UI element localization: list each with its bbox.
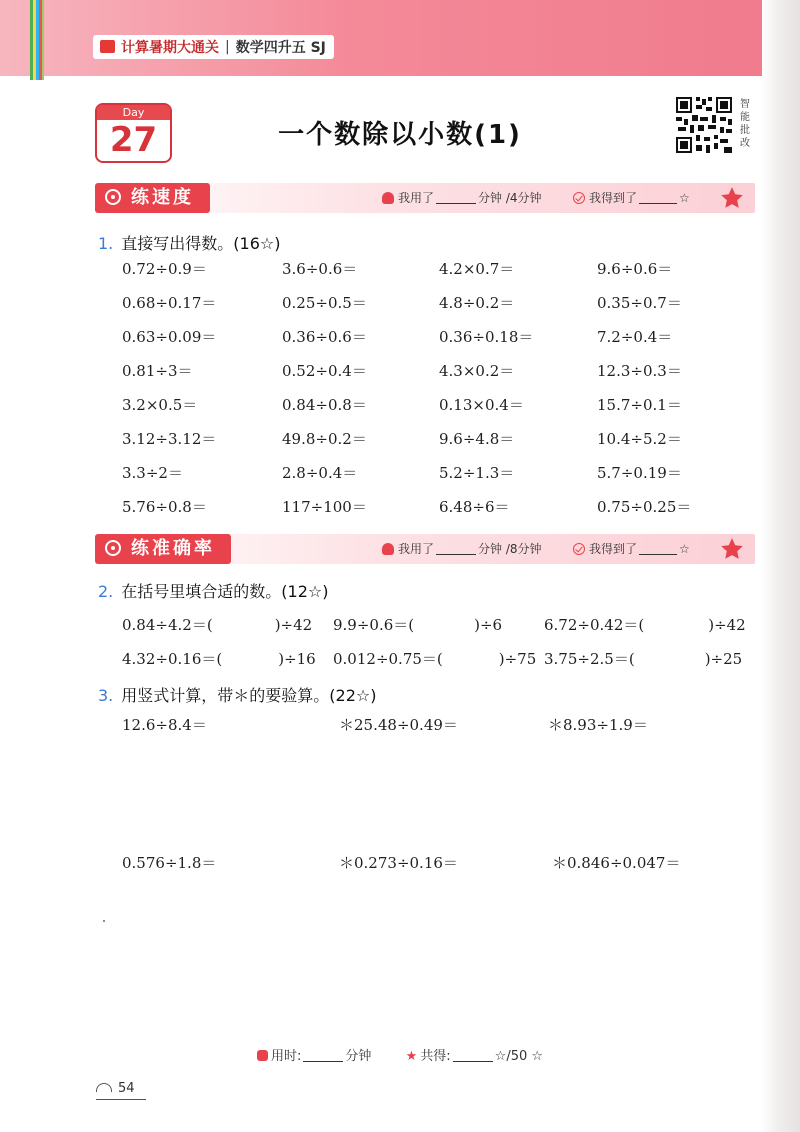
footer-time-blank[interactable] bbox=[303, 1050, 343, 1062]
time-used-unit: 分钟 /8分钟 bbox=[478, 542, 542, 556]
fill-left: 0.84÷4.2＝( bbox=[122, 616, 213, 634]
oral-calc-item[interactable]: 49.8÷0.2＝ bbox=[282, 430, 367, 448]
section-speed-title: 练速度 bbox=[131, 187, 194, 208]
vertical-calc-item[interactable]: ＊0.846÷0.047＝ bbox=[552, 854, 681, 872]
page-number bbox=[96, 1081, 135, 1096]
footer-total-label: 共得: bbox=[420, 1049, 451, 1064]
oral-calc-item[interactable]: 6.48÷6＝ bbox=[439, 498, 510, 516]
footer-time-unit: 分钟 bbox=[345, 1049, 372, 1064]
stars-got-unit: ☆ bbox=[679, 191, 690, 205]
page-fold-shadow bbox=[762, 0, 800, 1132]
fill-left: 3.75÷2.5＝( bbox=[544, 650, 635, 668]
time-used-unit: 分钟 /4分钟 bbox=[478, 191, 542, 205]
fill-blank-item[interactable] bbox=[122, 648, 316, 669]
vertical-calc-item[interactable]: ＊8.93÷1.9＝ bbox=[548, 716, 648, 734]
time-used-label: 我用了 bbox=[398, 191, 435, 205]
oral-calc-item[interactable]: 4.3×0.2＝ bbox=[439, 362, 515, 380]
header-separator: | bbox=[225, 39, 230, 55]
oral-calc-item[interactable]: 0.36÷0.6＝ bbox=[282, 328, 367, 346]
oral-calc-item[interactable]: 0.72÷0.9＝ bbox=[122, 260, 207, 278]
footer-time-label: 用时: bbox=[270, 1049, 302, 1064]
oral-calc-item[interactable]: 0.13×0.4＝ bbox=[439, 396, 524, 414]
qr-caption-char: 批 bbox=[740, 125, 750, 136]
fill-right: )÷16 bbox=[278, 650, 316, 668]
question-number: 2. bbox=[98, 582, 114, 601]
check-icon bbox=[573, 192, 585, 204]
question-2-heading bbox=[98, 579, 328, 602]
fill-blank-item[interactable] bbox=[333, 648, 536, 669]
fill-left: 4.32÷0.16＝( bbox=[122, 650, 223, 668]
oral-calc-item[interactable]: 0.84÷0.8＝ bbox=[282, 396, 367, 414]
time-used-meta bbox=[382, 534, 542, 564]
footer-total-blank[interactable] bbox=[453, 1050, 493, 1062]
question-text: 用竖式计算，带＊的要验算。(22☆) bbox=[121, 686, 377, 705]
stars-got-unit: ☆ bbox=[679, 542, 690, 556]
oral-calc-item[interactable]: 5.2÷1.3＝ bbox=[439, 464, 515, 482]
page-footer bbox=[0, 1045, 800, 1064]
section-speed-bar bbox=[95, 183, 755, 213]
oral-calc-item[interactable]: 0.68÷0.17＝ bbox=[122, 294, 217, 312]
time-used-label: 我用了 bbox=[398, 542, 435, 556]
oral-calc-item[interactable]: 4.2×0.7＝ bbox=[439, 260, 515, 278]
oral-calc-item[interactable]: 117÷100＝ bbox=[282, 498, 367, 516]
oral-calc-item[interactable]: 5.7÷0.19＝ bbox=[597, 464, 682, 482]
oral-calc-item[interactable]: 0.25÷0.5＝ bbox=[282, 294, 367, 312]
vertical-calc-item[interactable]: 0.576÷1.8＝ bbox=[122, 854, 217, 872]
oral-calc-item[interactable]: 9.6÷4.8＝ bbox=[439, 430, 515, 448]
sun-icon bbox=[96, 1083, 112, 1092]
clock-icon bbox=[257, 1050, 268, 1061]
oral-calc-item[interactable]: 0.35÷0.7＝ bbox=[597, 294, 682, 312]
qr-caption-char: 能 bbox=[740, 112, 750, 123]
stars-got-meta bbox=[573, 534, 690, 564]
vertical-calc-item[interactable]: ＊0.273÷0.16＝ bbox=[339, 854, 458, 872]
fill-right: )÷42 bbox=[274, 616, 313, 634]
oral-calc-item[interactable]: 0.81÷3＝ bbox=[122, 362, 193, 380]
stars-got-meta bbox=[573, 183, 690, 213]
vertical-calc-item[interactable]: ＊25.48÷0.49＝ bbox=[339, 716, 458, 734]
fill-left: 9.9÷0.6＝( bbox=[333, 616, 415, 634]
fill-right: )÷75 bbox=[498, 650, 537, 668]
oral-calc-item[interactable]: 7.2÷0.4＝ bbox=[597, 328, 673, 346]
hand-icon bbox=[382, 192, 394, 204]
stars-got-label: 我得到了 bbox=[589, 542, 638, 556]
oral-calc-item[interactable]: 5.76÷0.8＝ bbox=[122, 498, 207, 516]
target-icon bbox=[105, 540, 121, 556]
book-icon bbox=[100, 40, 115, 53]
star-icon: ★ bbox=[405, 1049, 418, 1064]
qr-code-icon[interactable] bbox=[676, 97, 732, 153]
oral-calc-item[interactable]: 0.75÷0.25＝ bbox=[597, 498, 692, 516]
qr-caption-char: 改 bbox=[740, 138, 750, 149]
fill-left: 0.012÷0.75＝( bbox=[333, 650, 443, 668]
series-name: 计算暑期大通关 bbox=[121, 40, 219, 56]
fill-blank-item[interactable] bbox=[544, 648, 742, 669]
fill-blank-item[interactable] bbox=[333, 614, 502, 635]
qr-caption-char: 智 bbox=[740, 99, 750, 110]
question-number: 1. bbox=[98, 234, 114, 253]
oral-calc-item[interactable]: 3.3÷2＝ bbox=[122, 464, 183, 482]
series-header bbox=[93, 35, 334, 59]
fill-blank-item[interactable] bbox=[122, 614, 312, 635]
oral-calc-item[interactable]: 4.8÷0.2＝ bbox=[439, 294, 515, 312]
hand-icon bbox=[382, 543, 394, 555]
section-speed-chip bbox=[95, 183, 210, 213]
stars-got-blank[interactable] bbox=[639, 542, 677, 555]
question-1-heading bbox=[98, 231, 280, 254]
star-icon bbox=[719, 185, 745, 211]
time-used-blank[interactable] bbox=[436, 542, 476, 555]
footer-total-suffix: ☆/50 ☆ bbox=[494, 1049, 544, 1064]
star-icon bbox=[719, 536, 745, 562]
fill-right: )÷25 bbox=[704, 650, 743, 668]
oral-calc-item[interactable]: 0.63÷0.09＝ bbox=[122, 328, 217, 346]
stopwatch-icon bbox=[105, 189, 121, 205]
section-accuracy-bar bbox=[95, 534, 755, 564]
day-label: Day bbox=[122, 106, 145, 119]
oral-calc-item[interactable]: 3.12÷3.12＝ bbox=[122, 430, 217, 448]
oral-calc-item[interactable]: 15.7÷0.1＝ bbox=[597, 396, 682, 414]
stars-got-label: 我得到了 bbox=[589, 191, 638, 205]
oral-calc-item[interactable]: 0.52÷0.4＝ bbox=[282, 362, 367, 380]
speck bbox=[103, 920, 105, 922]
fill-left: 6.72÷0.42＝( bbox=[544, 616, 645, 634]
oral-calc-item[interactable]: 2.8÷0.4＝ bbox=[282, 464, 358, 482]
day-number: 27 bbox=[109, 120, 158, 160]
check-icon bbox=[573, 543, 585, 555]
question-number: 3. bbox=[98, 686, 114, 705]
fill-blank-item[interactable] bbox=[544, 614, 746, 635]
section-accuracy-title: 练准确率 bbox=[131, 538, 215, 559]
oral-calc-item[interactable]: 3.6÷0.6＝ bbox=[282, 260, 358, 278]
page-title: 一个数除以小数(1) bbox=[278, 120, 522, 150]
oral-calc-item[interactable]: 12.3÷0.3＝ bbox=[597, 362, 682, 380]
page-number-underline bbox=[96, 1099, 146, 1100]
question-text: 直接写出得数。(16☆) bbox=[121, 234, 281, 253]
tab-stripes bbox=[30, 0, 44, 80]
oral-calc-item[interactable]: 3.2×0.5＝ bbox=[122, 396, 198, 414]
time-used-meta bbox=[382, 183, 542, 213]
qr-caption bbox=[738, 98, 752, 150]
time-used-blank[interactable] bbox=[436, 191, 476, 204]
oral-calc-item[interactable]: 9.6÷0.6＝ bbox=[597, 260, 673, 278]
fill-right: )÷6 bbox=[474, 616, 503, 634]
stars-got-blank[interactable] bbox=[639, 191, 677, 204]
question-text: 在括号里填合适的数。(12☆) bbox=[121, 582, 329, 601]
section-accuracy-chip bbox=[95, 534, 231, 564]
subject-label: 数学四升五 SJ bbox=[235, 40, 326, 56]
fill-right: )÷42 bbox=[708, 616, 746, 634]
vertical-calc-item[interactable]: 12.6÷8.4＝ bbox=[122, 716, 207, 734]
question-3-heading bbox=[98, 683, 376, 706]
page-number-text: 54 bbox=[118, 1081, 135, 1096]
oral-calc-item[interactable]: 0.36÷0.18＝ bbox=[439, 328, 534, 346]
oral-calc-item[interactable]: 10.4÷5.2＝ bbox=[597, 430, 682, 448]
